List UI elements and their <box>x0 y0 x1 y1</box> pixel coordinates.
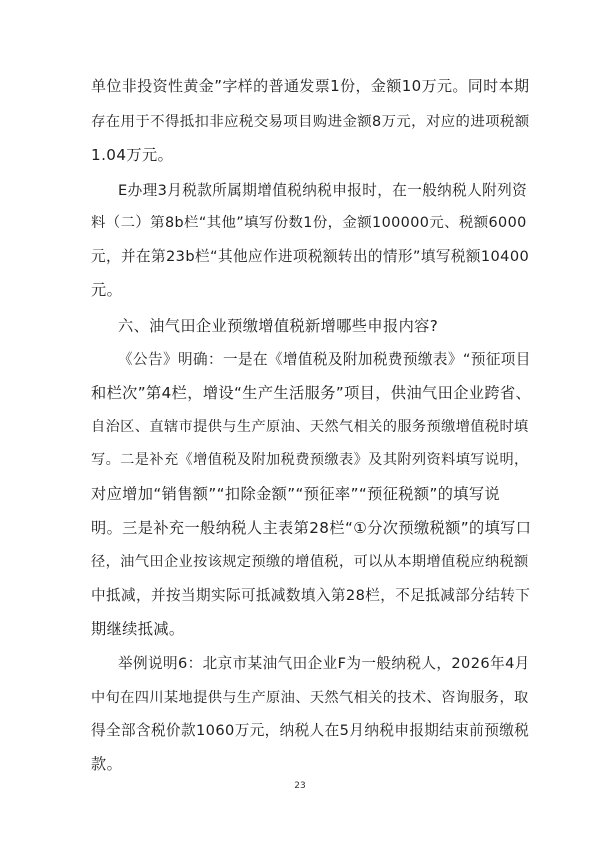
body-line-9: 《公告》明确：一是在《增值税及附加税费预缴表》“预征项目 <box>118 351 531 368</box>
body-line-6: 元，并在第23b栏“其他应作进项税额转出的情形”填写税额10400 <box>91 248 530 265</box>
body-line-2: 存在用于不得抵扣非应税交易项目购进金额8万元，对应的进项税额 <box>91 114 530 130</box>
body-line-16: 中抵减，并按当期实际可抵减数填入第28栏，不足抵减部分结转下 <box>91 587 531 604</box>
body-line-20: 得全部含税价款1060万元，纳税人在5月纳税申报期结束前预缴税 <box>91 722 530 739</box>
body-line-10: 和栏次”第4栏，增设“生产生活服务”项目，供油气田企业跨省、 <box>91 384 532 402</box>
body-line-12: 写。二是补充《增值税及附加税费预缴表》及其附列资料填写说明， <box>91 452 529 468</box>
body-line-14: 明。三是补充一般纳税人主表第28栏“①分次预缴税额”的填写口 <box>91 519 532 537</box>
section-heading: 六、油气田企业预缴增值税新增哪些申报内容? <box>118 317 439 335</box>
body-line-4: E办理3月税款所属期增值税纳税申报时，在一般纳税人附列资 <box>118 182 528 199</box>
body-line-3: 1.04万元。 <box>91 146 174 164</box>
body-line-15: 径，油气田企业按该规定预缴的增值税，可以从本期增值税应纳税额 <box>91 554 529 570</box>
body-line-18: 举例说明6：北京市某油气田企业F为一般纳税人，2026年4月 <box>118 655 530 672</box>
body-line-5: 料（二）第8b栏“其他”填写份数1份，金额100000元、税额6000 <box>91 215 527 231</box>
body-line-21: 款。 <box>91 755 123 773</box>
body-line-17: 期继续抵减。 <box>91 620 185 638</box>
body-line-11: 自治区、直辖市提供与生产原油、天然气相关的服务预缴增值税时填 <box>91 419 529 435</box>
body-line-13: 对应增加“销售额”“扣除金额”“预征率”“预征税额”的填写说 <box>91 485 501 503</box>
page-number: 23 <box>294 781 306 791</box>
body-line-7: 元。 <box>91 281 123 299</box>
body-line-1: 单位非投资性黄金”字样的普通发票1份，金额10万元。同时本期 <box>91 77 530 95</box>
body-line-19: 中旬在四川某地提供与生产原油、天然气相关的技术、咨询服务，取 <box>91 690 529 706</box>
